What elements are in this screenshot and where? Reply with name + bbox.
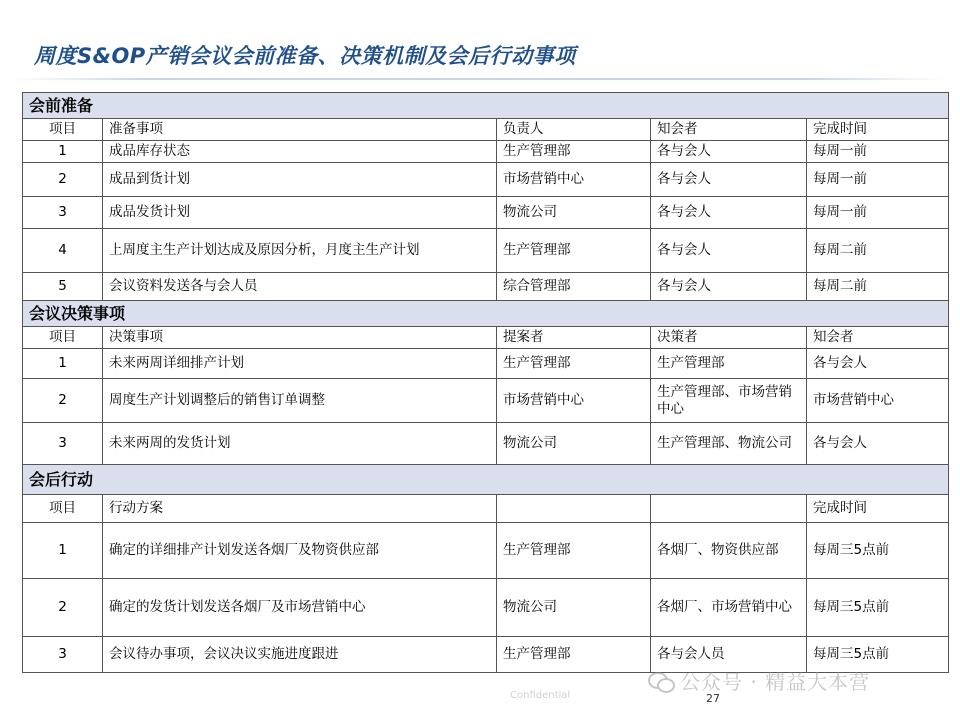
cell-owner: 生产管理部 [497, 637, 651, 673]
section-row-pre [23, 93, 949, 119]
cell-item-no: 3 [23, 197, 103, 229]
table-row [23, 163, 949, 197]
section-title: 会前准备 [23, 93, 949, 119]
cell-content: 会议资料发送各与会人员 [103, 273, 497, 301]
watermark-text: 公众号 · 精益大本营 [680, 670, 871, 694]
cell-time: 每周三5点前 [807, 637, 949, 673]
cell-notify: 生产管理部、物流公司 [651, 423, 807, 465]
cell-notify: 生产管理部 [651, 349, 807, 379]
section-title: 会后行动 [23, 465, 949, 495]
section-row-decision [23, 301, 949, 327]
table-row [23, 349, 949, 379]
cell-content: 会议待办事项，会议决议实施进度跟进 [103, 637, 497, 673]
cell-owner: 物流公司 [497, 197, 651, 229]
column-header-content: 决策事项 [103, 327, 497, 349]
column-header-time: 完成时间 [807, 119, 949, 141]
header-row [23, 495, 949, 523]
cell-time: 每周一前 [807, 163, 949, 197]
column-header-notify: 知会者 [651, 119, 807, 141]
cell-time: 每周一前 [807, 197, 949, 229]
cell-notify: 各与会人 [651, 163, 807, 197]
column-header-owner [497, 495, 651, 523]
header-row [23, 327, 949, 349]
table-row [23, 423, 949, 465]
table-row [23, 273, 949, 301]
cell-time: 各与会人 [807, 349, 949, 379]
cell-notify: 各与会人 [651, 197, 807, 229]
column-header-content: 行动方案 [103, 495, 497, 523]
cell-content: 确定的发货计划发送各烟厂及市场营销中心 [103, 579, 497, 637]
cell-owner: 物流公司 [497, 579, 651, 637]
cell-content: 成品库存状态 [103, 141, 497, 163]
table-row [23, 229, 949, 273]
cell-item-no: 5 [23, 273, 103, 301]
page-title: 周度S&OP产销会议会前准备、决策机制及会后行动事项 [34, 44, 576, 68]
column-header-item-no: 项目 [23, 495, 103, 523]
cell-notify: 各与会人员 [651, 637, 807, 673]
cell-notify: 各烟厂、物资供应部 [651, 523, 807, 579]
page-number: 27 [706, 692, 720, 705]
cell-owner: 生产管理部 [497, 141, 651, 163]
header-row [23, 119, 949, 141]
table-row [23, 579, 949, 637]
cell-owner: 物流公司 [497, 423, 651, 465]
column-header-time: 完成时间 [807, 495, 949, 523]
table-row [23, 523, 949, 579]
wechat-icon [648, 670, 674, 692]
confidential-label: Confidential [510, 690, 571, 701]
cell-item-no: 2 [23, 579, 103, 637]
cell-time: 每周二前 [807, 273, 949, 301]
cell-item-no: 3 [23, 423, 103, 465]
cell-owner: 市场营销中心 [497, 163, 651, 197]
cell-notify: 生产管理部、市场营销中心 [651, 379, 807, 423]
cell-time: 每周一前 [807, 141, 949, 163]
cell-time: 各与会人 [807, 423, 949, 465]
cell-notify: 各与会人 [651, 229, 807, 273]
cell-time: 每周三5点前 [807, 579, 949, 637]
column-header-notify: 决策者 [651, 327, 807, 349]
cell-notify: 各与会人 [651, 273, 807, 301]
cell-time: 每周三5点前 [807, 523, 949, 579]
cell-content: 确定的详细排产计划发送各烟厂及物资供应部 [103, 523, 497, 579]
section-row-post [23, 465, 949, 495]
column-header-owner: 负责人 [497, 119, 651, 141]
cell-item-no: 2 [23, 163, 103, 197]
cell-time: 每周二前 [807, 229, 949, 273]
table-row [23, 141, 949, 163]
cell-owner: 生产管理部 [497, 229, 651, 273]
cell-item-no: 1 [23, 141, 103, 163]
table-row [23, 379, 949, 423]
table-row [23, 197, 949, 229]
cell-content: 成品到货计划 [103, 163, 497, 197]
column-header-item-no: 项目 [23, 327, 103, 349]
cell-item-no: 4 [23, 229, 103, 273]
cell-item-no: 1 [23, 523, 103, 579]
cell-item-no: 2 [23, 379, 103, 423]
title-divider [10, 78, 945, 80]
cell-owner: 市场营销中心 [497, 379, 651, 423]
column-header-owner: 提案者 [497, 327, 651, 349]
cell-time: 市场营销中心 [807, 379, 949, 423]
cell-content: 成品发货计划 [103, 197, 497, 229]
cell-notify: 各与会人 [651, 141, 807, 163]
cell-item-no: 1 [23, 349, 103, 379]
column-header-content: 准备事项 [103, 119, 497, 141]
cell-owner: 生产管理部 [497, 349, 651, 379]
cell-item-no: 3 [23, 637, 103, 673]
cell-content: 未来两周的发货计划 [103, 423, 497, 465]
cell-content: 周度生产计划调整后的销售订单调整 [103, 379, 497, 423]
section-title: 会议决策事项 [23, 301, 949, 327]
sop-table [22, 92, 949, 673]
cell-content: 未来两周详细排产计划 [103, 349, 497, 379]
column-header-notify [651, 495, 807, 523]
watermark [648, 666, 870, 695]
column-header-item-no: 项目 [23, 119, 103, 141]
cell-owner: 生产管理部 [497, 523, 651, 579]
cell-content: 上周度主生产计划达成及原因分析，月度主生产计划 [103, 229, 497, 273]
column-header-time: 知会者 [807, 327, 949, 349]
cell-notify: 各烟厂、市场营销中心 [651, 579, 807, 637]
cell-owner: 综合管理部 [497, 273, 651, 301]
